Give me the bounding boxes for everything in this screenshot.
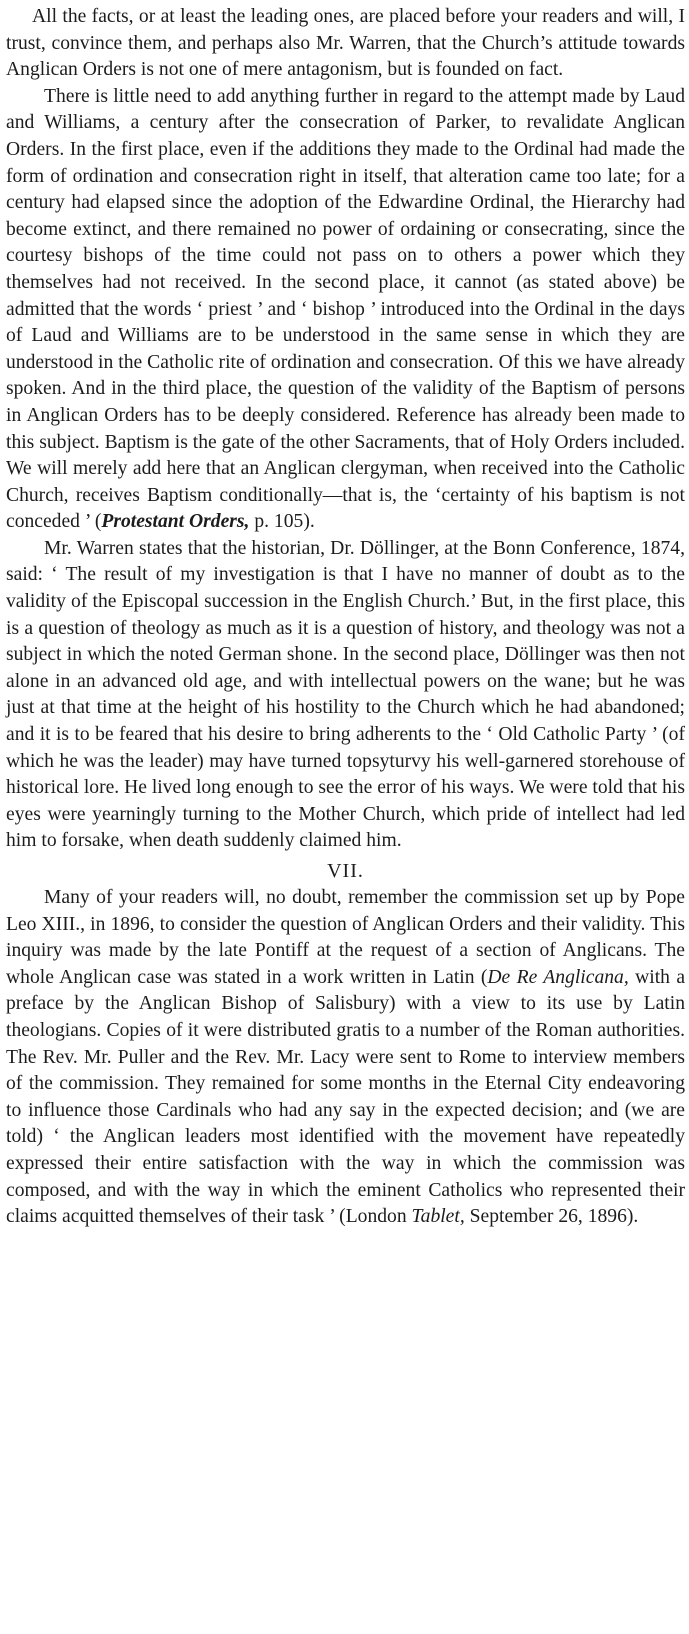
paragraph-text: Many of your readers will, no doubt, remember the commission set up by Pope Leo XIII., in 1896, to consider the question of Anglican Orders and their validity. This inquiry was made by the late Pontiff at the request of a section of Anglicans. The whole Anglican case was stated in a work written in Latin (	[6, 887, 685, 988]
paragraph-commission	[6, 885, 685, 1231]
paragraph-text: September 26, 1896).	[464, 1206, 639, 1228]
paragraph-text: All the facts, or at least the leading ones, are placed before your readers and will, I trust, convince them, and perhaps also Mr. Warren, that the Church’s attitude towards Anglican Orders is not one of mere antagonism, but is founded on fact.	[6, 6, 685, 81]
document-page	[6, 4, 685, 1231]
newspaper-title: Tablet,	[411, 1206, 465, 1228]
work-title: De Re Anglicana,	[487, 966, 629, 988]
paragraph-text: Mr. Warren states that the historian, Dr. Döllinger, at the Bonn Conference, 1874, said: ‘ The result of my investigation is that I have no manner of doubt as to the validity of the Episcopal succession in the English Church.’ But, in the first place, this is a question of theology as much as it is a question of history, and theology was not a subject in which the noted German shone. In the second place, Döllinger was then not alone in an advanced old age, and with intellectual powers on the wane; but he was just at that time at the height of his hostility to the Church which he had abandoned; and it is to be feared that his desire to bring adherents to the ‘ Old Catholic Party ’ (of which he was the leader) may have turned topsyturvy his well-garnered storehouse of historical lore. He lived long enough to see the error of his ways. We were told that his eyes were yearningly turning to the Mother Church, which pride of intellect had led him to forsake, when death suddenly claimed him.	[6, 537, 685, 852]
paragraph-facts	[6, 4, 685, 84]
section-heading: VII.	[327, 860, 364, 882]
paragraph-text: p. 105).	[249, 511, 315, 533]
paragraph-dollinger	[6, 536, 685, 855]
citation-title: Protestant Orders,	[101, 511, 250, 533]
paragraph-text: There is little need to add anything further in regard to the attempt made by Laud and Williams, a century after the consecration of Parker, to revalidate Anglican Orders. In the first place, even if the additions they made to the Ordinal had made the form of ordination and consecration right in itself, that alteration came too late; for a century had elapsed since the adoption of the Edwardine Ordinal, the Hierarchy had become extinct, and there remained no power of ordaining or consecrating, since the courtesy bishops of the time could not pass on to others a power which they themselves had not received. In the second place, it cannot (as stated above) be admitted that the words ‘ priest ’ and ‘ bishop ’ introduced into the Ordinal in the days of Laud and Williams are to be understood in the same sense in which they are understood in the Catholic rite of ordination and consecration. Of this we have already spoken. And in the third place, the question of the validity of the Baptism of persons in Anglican Orders has to be deeply considered. Reference has already been made to this subject. Baptism is the gate of the other Sacraments, that of Holy Orders included. We will merely add here that an Anglican clergyman, when received into the Catholic Church, receives Baptism conditionally—that is, the ‘certainty of his baptism is not conceded ’ (	[6, 85, 685, 533]
paragraph-text: with a preface by the Anglican Bishop of Salisbury) with a view to its use by Latin theologians. Copies of it were distributed gratis to a number of the Roman authorities. The Rev. Mr. Puller and the Rev. Mr. Lacy were sent to Rome to interview members of the commission. They remained for some months in the Eternal City endeavoring to influence those Cardinals who had any say in the expected decision; and (we are told) ‘ the Anglican leaders most identified with the movement have repeatedly expressed their entire satisfaction with the way in which the commission was composed, and with the way in which the eminent Catholics who represented their claims acquitted themselves of their task ’ (London	[6, 966, 686, 1228]
paragraph-laud-williams	[6, 84, 685, 536]
